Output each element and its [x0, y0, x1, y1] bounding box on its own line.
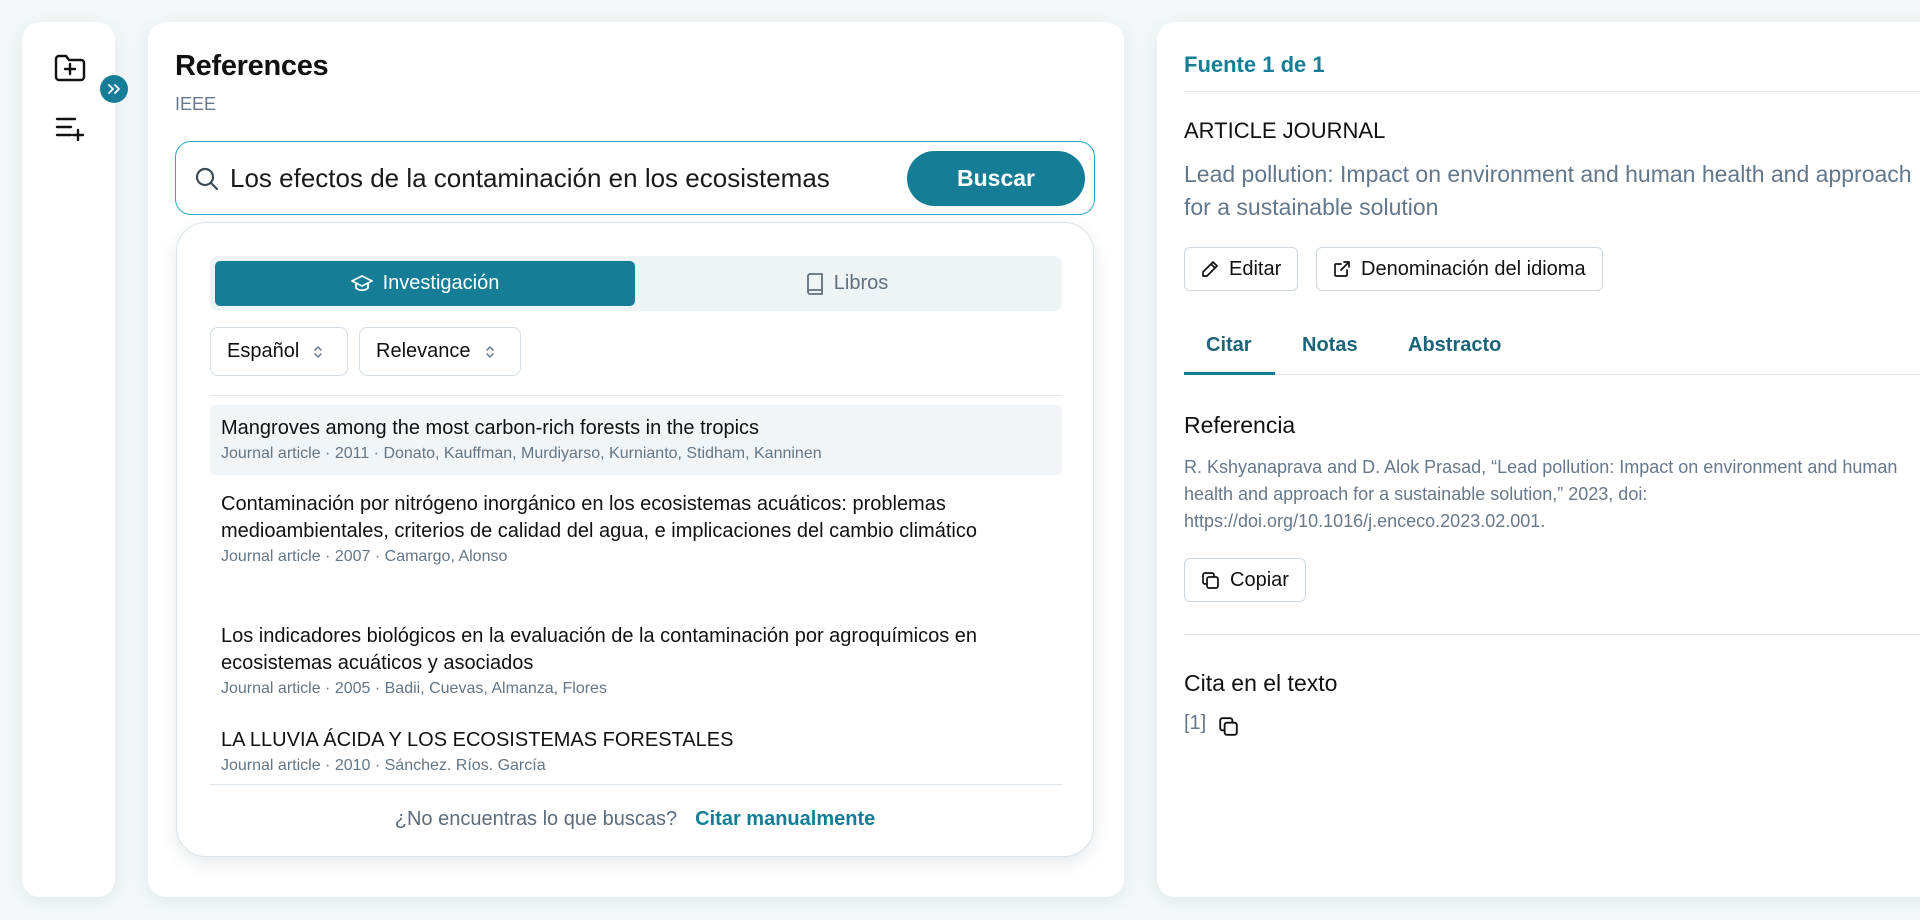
source-detail-panel: [1157, 22, 1920, 897]
divider: [210, 784, 1062, 785]
book-icon: [806, 273, 824, 295]
tab-label: Libros: [833, 272, 889, 294]
tab-notas[interactable]: Notas: [1302, 334, 1358, 356]
source-counter: Fuente 1 de 1: [1184, 52, 1325, 77]
tab-label: Investigación: [382, 272, 500, 294]
copy-label: Copiar: [1230, 568, 1289, 591]
source-type-tabs: [210, 256, 1062, 311]
divider: [1184, 91, 1920, 92]
expand-panel-button[interactable]: [100, 75, 128, 103]
cite-manually-link[interactable]: Citar manualmente: [695, 808, 876, 830]
divider: [1184, 634, 1920, 635]
language-select-value: Español: [227, 340, 300, 362]
results-footer: [177, 808, 1093, 831]
tab-abstracto[interactable]: Abstracto: [1408, 334, 1502, 356]
tab-investigacion[interactable]: [215, 261, 635, 306]
result-item[interactable]: [210, 717, 1062, 787]
result-meta: Journal article · 2005 · Badii, Cuevas, Almanza, Flores: [221, 680, 607, 697]
language-select[interactable]: [210, 327, 348, 376]
search-input[interactable]: [230, 154, 890, 202]
external-link-icon: [1333, 260, 1351, 278]
copy-icon: [1201, 571, 1220, 590]
result-item[interactable]: [210, 405, 1062, 475]
result-item[interactable]: [210, 481, 1062, 578]
edit-label: Editar: [1229, 257, 1282, 280]
active-tab-indicator: [1184, 372, 1275, 375]
result-title: LA LLUVIA ÁCIDA Y LOS ECOSISTEMAS FORESTALES: [221, 729, 734, 751]
language-name-button[interactable]: [1316, 247, 1603, 291]
divider: [210, 395, 1062, 396]
list-plus-icon: [54, 115, 86, 141]
source-title: Lead pollution: Impact on environment and human health and approach for a sustainable solution: [1184, 161, 1912, 220]
chevron-updown-icon: [485, 344, 495, 360]
sort-select[interactable]: [359, 327, 521, 376]
edit-button[interactable]: [1184, 247, 1298, 291]
result-title: Contaminación por nitrógeno inorgánico en los ecosistemas acuáticos: problemas medioambientales, criterios de calidad del agua, e implicaciones del cambio climático: [221, 493, 977, 542]
tab-libros[interactable]: [637, 261, 1057, 306]
pencil-icon: [1201, 260, 1219, 278]
sort-select-value: Relevance: [376, 340, 471, 362]
result-item[interactable]: [210, 613, 1062, 710]
search-button[interactable]: Buscar: [907, 151, 1085, 206]
tabs-baseline: [1184, 374, 1920, 375]
new-folder-button[interactable]: [50, 48, 90, 88]
page-title: References: [175, 50, 329, 82]
result-title: Mangroves among the most carbon-rich forests in the tropics: [221, 417, 760, 439]
result-meta: Journal article · 2007 · Camargo, Alonso: [221, 548, 508, 565]
double-chevron-right-icon: [107, 83, 121, 95]
citation-style-label: IEEE: [175, 94, 217, 114]
search-bar: [175, 141, 1095, 215]
search-icon: [194, 166, 220, 192]
language-name-label: Denominación del idioma: [1361, 257, 1586, 280]
reference-text: R. Kshyanaprava and D. Alok Prasad, “Lead pollution: Impact on environment and human health and approach for a sustainable solution,” 2023, doi: https://doi.org/10.1016/j.enceco.2023.02.001.: [1184, 457, 1898, 531]
chevron-updown-icon: [313, 344, 323, 360]
tab-citar[interactable]: Citar: [1206, 334, 1252, 356]
intext-citation-heading: Cita en el texto: [1184, 670, 1338, 696]
reference-heading: Referencia: [1184, 412, 1296, 438]
intext-citation-value: [1]: [1184, 712, 1207, 734]
source-type: ARTICLE JOURNAL: [1184, 118, 1386, 143]
folder-plus-icon: [53, 53, 87, 83]
references-panel: [148, 22, 1124, 897]
side-rail: [22, 22, 115, 897]
result-meta: Journal article · 2011 · Donato, Kauffman, Murdiyarso, Kurnianto, Stidham, Kanninen: [221, 445, 822, 462]
graduation-cap-icon: [351, 275, 373, 293]
not-found-text: ¿No encuentras lo que buscas?: [394, 808, 678, 830]
result-meta: Journal article · 2010 · Sánchez. Ríos. García: [221, 757, 546, 774]
result-title: Los indicadores biológicos en la evaluación de la contaminación por agroquímicos en ecosistemas acuáticos y asociados: [221, 625, 978, 674]
copy-icon[interactable]: [1218, 716, 1239, 737]
copy-reference-button[interactable]: [1184, 558, 1306, 602]
search-results-card: [176, 222, 1094, 857]
add-list-button[interactable]: [50, 108, 90, 148]
